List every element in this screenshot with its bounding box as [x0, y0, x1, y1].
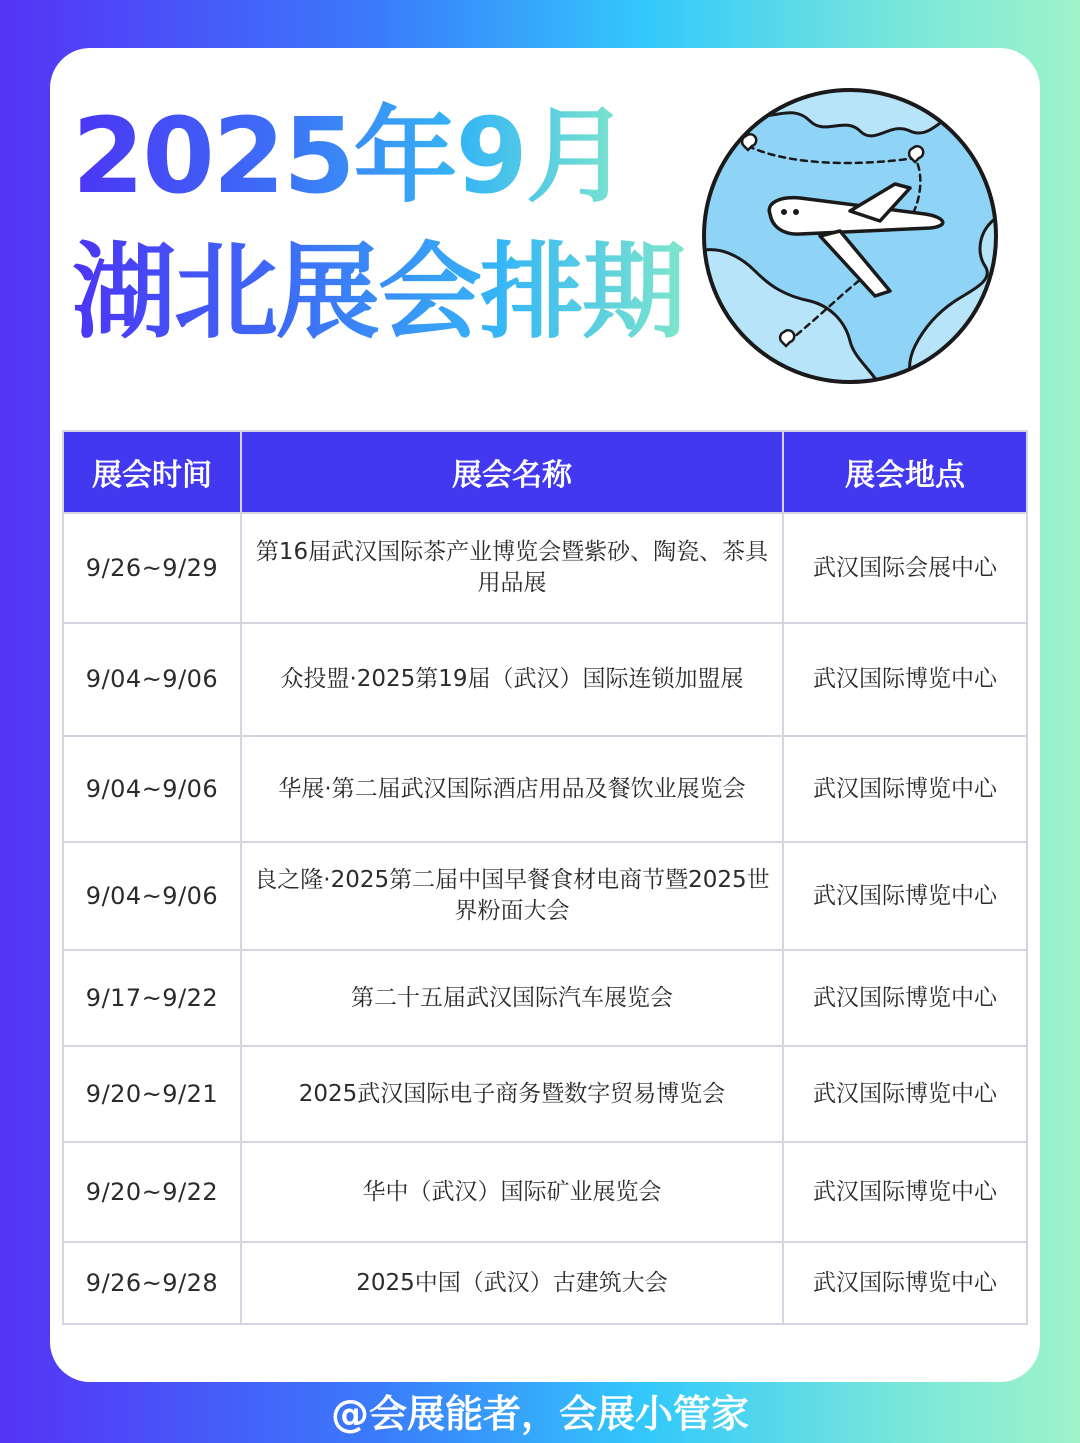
table-row [63, 736, 1027, 842]
cell-date: 9/26~9/29 [63, 513, 241, 623]
cell-name: 众投盟·2025第19届（武汉）国际连锁加盟展 [241, 623, 783, 736]
column-header-name: 展会名称 [241, 431, 783, 513]
cell-name: 华展·第二届武汉国际酒店用品及餐饮业展览会 [241, 736, 783, 842]
cell-venue: 武汉国际博览中心 [783, 1242, 1027, 1324]
footer-credit: @会展能者，会展小管家 [330, 1392, 749, 1436]
cell-date: 9/04~9/06 [63, 842, 241, 950]
table-row [63, 1242, 1027, 1324]
cell-date: 9/20~9/22 [63, 1142, 241, 1242]
cell-venue: 武汉国际会展中心 [783, 513, 1027, 623]
table-header-row [63, 431, 1027, 513]
table-row [63, 623, 1027, 736]
cell-date: 9/04~9/06 [63, 623, 241, 736]
table-row [63, 1046, 1027, 1142]
cell-date: 9/26~9/28 [63, 1242, 241, 1324]
column-header-venue: 展会地点 [783, 431, 1027, 513]
table-row [63, 1142, 1027, 1242]
cell-name: 第二十五届武汉国际汽车展览会 [241, 950, 783, 1046]
cell-venue: 武汉国际博览中心 [783, 623, 1027, 736]
page-title-subject: 湖北展会排期 [72, 231, 685, 353]
globe-airplane-icon [700, 86, 1000, 386]
exhibition-schedule-table [62, 430, 1028, 1325]
cell-name: 良之隆·2025第二届中国早餐食材电商节暨2025世界粉面大会 [241, 842, 783, 950]
cell-date: 9/17~9/22 [63, 950, 241, 1046]
table-row [63, 842, 1027, 950]
cell-venue: 武汉国际博览中心 [783, 950, 1027, 1046]
page-title-date: 2025年9月 [72, 95, 628, 217]
cell-venue: 武汉国际博览中心 [783, 1046, 1027, 1142]
column-header-date: 展会时间 [63, 431, 241, 513]
table-row [63, 950, 1027, 1046]
table-row [63, 513, 1027, 623]
cell-date: 9/04~9/06 [63, 736, 241, 842]
cell-name: 第16届武汉国际茶产业博览会暨紫砂、陶瓷、茶具用品展 [241, 513, 783, 623]
cell-name: 2025中国（武汉）古建筑大会 [241, 1242, 783, 1324]
cell-venue: 武汉国际博览中心 [783, 842, 1027, 950]
cell-date: 9/20~9/21 [63, 1046, 241, 1142]
cell-venue: 武汉国际博览中心 [783, 736, 1027, 842]
cell-name: 2025武汉国际电子商务暨数字贸易博览会 [241, 1046, 783, 1142]
cell-name: 华中（武汉）国际矿业展览会 [241, 1142, 783, 1242]
cell-venue: 武汉国际博览中心 [783, 1142, 1027, 1242]
